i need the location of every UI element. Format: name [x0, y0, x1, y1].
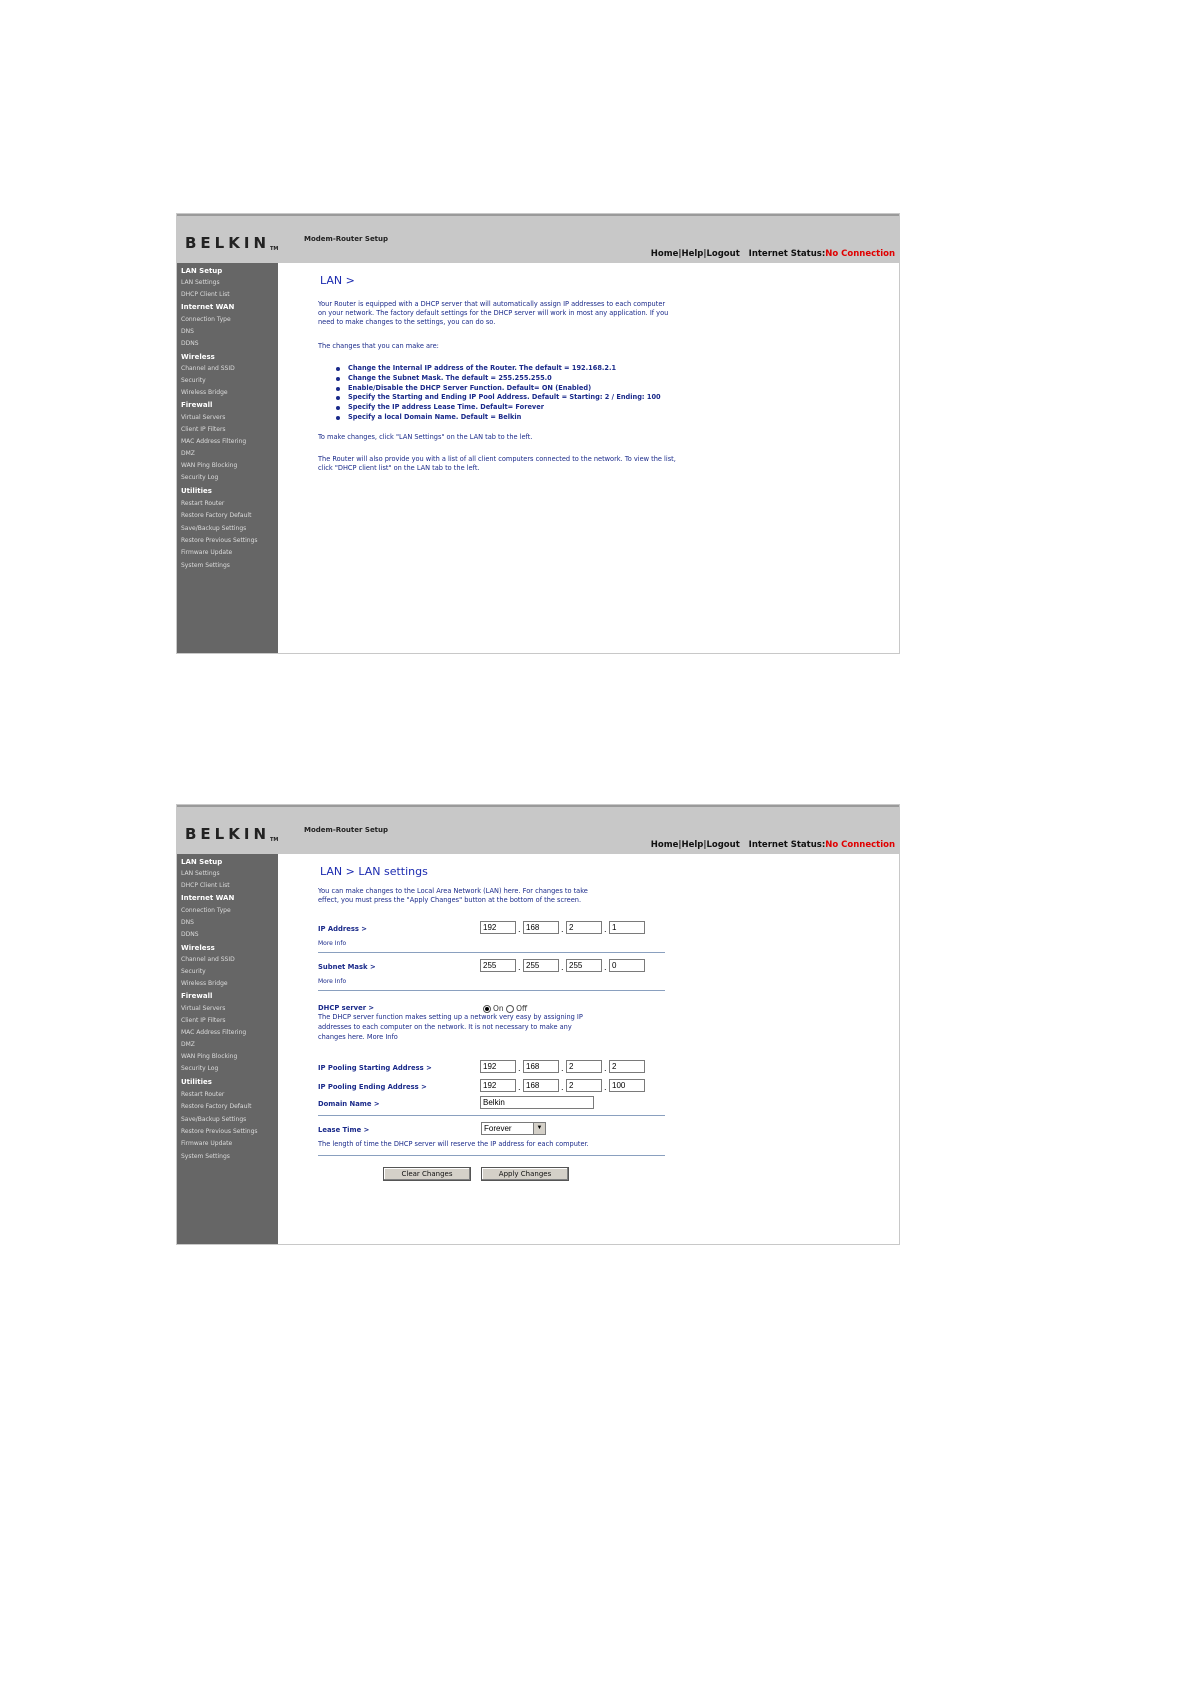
ip-octet-4-input[interactable]: 1 [609, 921, 645, 934]
clear-changes-button[interactable]: Clear Changes [383, 1167, 471, 1181]
sidebar-item-dmz[interactable]: DMZ [181, 450, 195, 457]
subnet-octet-2-input[interactable]: 255 [523, 959, 559, 972]
pool-start-octet-2-input[interactable]: 168 [523, 1060, 559, 1073]
pool-end-octet-3-input[interactable]: 2 [566, 1079, 602, 1092]
sidebar-item-dmz[interactable]: DMZ [181, 1041, 195, 1048]
belkin-logo: BELKINTM [185, 234, 279, 252]
app-title: Modem-Router Setup [304, 235, 389, 243]
dhcp-on-label: On [493, 1004, 504, 1013]
divider [318, 1155, 665, 1156]
lease-time-value: Forever [484, 1124, 512, 1133]
dhcp-description: The DHCP server function makes setting up a network very easy by assigning IP [318, 1013, 583, 1021]
sidebar-heading-lan-setup[interactable]: LAN Setup [181, 858, 223, 866]
pool-end-octet-2-input[interactable]: 168 [523, 1079, 559, 1092]
sidebar [177, 263, 278, 653]
ip-octet-2-input[interactable]: 168 [523, 921, 559, 934]
sidebar-item-system-settings[interactable]: System Settings [181, 1153, 230, 1160]
lan-content [287, 263, 887, 653]
sidebar-item-client-ip-filters[interactable]: Client IP Filters [181, 426, 226, 433]
changes-list [318, 364, 661, 423]
sidebar-heading-utilities[interactable]: Utilities [181, 487, 212, 495]
sidebar-heading-firewall[interactable]: Firewall [181, 401, 213, 409]
ip-octet-1-input[interactable]: 192 [480, 921, 516, 934]
list-item: Change the Internal IP address of the Router. The default = 192.168.2.1 [336, 364, 661, 374]
sidebar-item-connection-type[interactable]: Connection Type [181, 907, 231, 914]
sidebar-item-client-ip-filters[interactable]: Client IP Filters [181, 1017, 226, 1024]
sidebar-item-restore-previous[interactable]: Restore Previous Settings [181, 1128, 258, 1135]
app-title: Modem-Router Setup [304, 826, 389, 834]
sidebar-heading-lan-setup[interactable]: LAN Setup [181, 267, 223, 275]
top-nav [651, 840, 895, 850]
help-link[interactable]: Help [681, 249, 704, 259]
help-link[interactable]: Help [681, 840, 704, 850]
page-title: LAN > [320, 274, 355, 287]
divider [318, 1115, 665, 1116]
internet-status-label: Internet Status: [748, 840, 826, 850]
sidebar [177, 854, 278, 1244]
list-item: Specify the Starting and Ending IP Pool Address. Default = Starting: 2 / Ending: 100 [336, 393, 661, 403]
sidebar-item-save-backup[interactable]: Save/Backup Settings [181, 1116, 247, 1123]
sidebar-heading-internet-wan[interactable]: Internet WAN [181, 894, 235, 902]
sidebar-item-ddns[interactable]: DDNS [181, 931, 199, 938]
sidebar-item-dhcp-client-list[interactable]: DHCP Client List [181, 882, 230, 889]
sidebar-item-security-log[interactable]: Security Log [181, 474, 219, 481]
sidebar-item-firmware-update[interactable]: Firmware Update [181, 1140, 233, 1147]
dropdown-arrow-icon[interactable]: ▼ [533, 1123, 545, 1134]
more-info-link[interactable]: More Info [318, 978, 347, 985]
sidebar-item-wireless-bridge[interactable]: Wireless Bridge [181, 980, 228, 987]
sidebar-item-mac-filtering[interactable]: MAC Address Filtering [181, 1029, 247, 1036]
sidebar-item-security[interactable]: Security [181, 377, 206, 384]
pool-start-octet-4-input[interactable]: 2 [609, 1060, 645, 1073]
belkin-logo: BELKINTM [185, 825, 279, 843]
sidebar-item-restart-router[interactable]: Restart Router [181, 500, 225, 507]
apply-changes-button[interactable]: Apply Changes [481, 1167, 569, 1181]
pool-end-octet-1-input[interactable]: 192 [480, 1079, 516, 1092]
list-item: Specify a local Domain Name. Default = Belkin [336, 413, 661, 423]
sidebar-item-channel-ssid[interactable]: Channel and SSID [181, 956, 235, 963]
sidebar-item-restore-factory[interactable]: Restore Factory Default [181, 1103, 252, 1110]
dhcp-description: changes here. More Info [318, 1033, 398, 1041]
internet-status-label: Internet Status: [748, 249, 826, 259]
intro-line: You can make changes to the Local Area Network (LAN) here. For changes to take [318, 887, 588, 895]
header-bar [177, 214, 899, 263]
sidebar-item-wireless-bridge[interactable]: Wireless Bridge [181, 389, 228, 396]
lease-description: The length of time the DHCP server will reserve the IP address for each computer. [318, 1140, 589, 1148]
sidebar-item-system-settings[interactable]: System Settings [181, 562, 230, 569]
sidebar-item-virtual-servers[interactable]: Virtual Servers [181, 1005, 226, 1012]
internet-status-value: No Connection [825, 840, 895, 850]
home-link[interactable]: Home [650, 249, 679, 259]
intro-line: need to make changes to the settings, you can do so. [318, 318, 496, 326]
dhcp-off-radio[interactable] [506, 1005, 514, 1013]
lan-settings-content: LAN > LAN settings You can make changes to the Local Area Network (LAN) here. For changes to take effect, you must press the "Apply Changes" button at the bottom of the screen. IP Address > More Info 192 . 168 . 2 . 1 Subnet Mask > More Info 255 . 255 . 255 . 0 DHCP server > On Off The DHCP server function makes setting up a network very easy by assigning IP addresses to each computer on the network. It is not necessary to make any changes here. More Info IP Pooling Starting Address > 192 . 168 . 2 . 2 IP Pooling Ending Address > 192 . 168 . 2 . 100 Domain Name > Belkin Lease Time > Forever ▼ The length of time the DHCP server will reserve the IP address for each computer. Clear Changes Apply Changes [287, 854, 887, 1244]
subnet-octet-1-input[interactable]: 255 [480, 959, 516, 972]
more-info-link[interactable]: More Info [366, 1033, 398, 1041]
sidebar-item-restore-factory[interactable]: Restore Factory Default [181, 512, 252, 519]
list-item: Change the Subnet Mask. The default = 255.255.255.0 [336, 374, 661, 384]
sidebar-heading-wireless[interactable]: Wireless [181, 944, 215, 952]
sidebar-item-firmware-update[interactable]: Firmware Update [181, 549, 233, 556]
intro-line: Your Router is equipped with a DHCP server that will automatically assign IP addresses to each computer [318, 300, 666, 308]
make-changes-text: To make changes, click "LAN Settings" on the LAN tab to the left. [318, 433, 533, 441]
dhcp-off-label: Off [516, 1004, 528, 1013]
sidebar-heading-firewall[interactable]: Firewall [181, 992, 213, 1000]
sidebar-heading-wireless[interactable]: Wireless [181, 353, 215, 361]
sidebar-item-save-backup[interactable]: Save/Backup Settings [181, 525, 247, 532]
dhcp-server-label: DHCP server > [318, 1004, 375, 1012]
sidebar-item-dns[interactable]: DNS [181, 328, 194, 335]
domain-name-input[interactable]: Belkin [480, 1096, 594, 1109]
nav-separator: | [678, 840, 682, 850]
lease-time-label: Lease Time > [318, 1126, 370, 1134]
sidebar-item-lan-settings[interactable]: LAN Settings [181, 279, 220, 286]
sidebar-heading-utilities[interactable]: Utilities [181, 1078, 212, 1086]
sidebar-item-wan-ping[interactable]: WAN Ping Blocking [181, 462, 238, 469]
dhcp-on-radio[interactable] [483, 1005, 491, 1013]
subnet-mask-label: Subnet Mask > [318, 963, 376, 971]
home-link[interactable]: Home [650, 840, 679, 850]
client-list-text: The Router will also provide you with a list of all client computers connected to the network. To view the list, [318, 455, 676, 463]
sidebar-item-lan-settings[interactable]: LAN Settings [181, 870, 220, 877]
logout-link[interactable]: Logout [706, 840, 740, 850]
page-title: LAN > LAN settings [320, 865, 428, 878]
list-item: Specify the IP address Lease Time. Default= Forever [336, 403, 661, 413]
intro-line: on your network. The factory default settings for the DHCP server will work in most any application. If you [318, 309, 669, 317]
lan-settings-screenshot [176, 804, 900, 1245]
sidebar-item-connection-type[interactable]: Connection Type [181, 316, 231, 323]
ip-address-label: IP Address > [318, 925, 367, 933]
dhcp-description: addresses to each computer on the network. It is not necessary to make any [318, 1023, 572, 1031]
lease-time-select[interactable] [481, 1122, 546, 1135]
sidebar-item-ddns[interactable]: DDNS [181, 340, 199, 347]
sidebar-item-restart-router[interactable]: Restart Router [181, 1091, 225, 1098]
pool-start-octet-3-input[interactable]: 2 [566, 1060, 602, 1073]
internet-status-value: No Connection [825, 249, 895, 259]
sidebar-item-mac-filtering[interactable]: MAC Address Filtering [181, 438, 247, 445]
sidebar-item-wan-ping[interactable]: WAN Ping Blocking [181, 1053, 238, 1060]
sidebar-item-channel-ssid[interactable]: Channel and SSID [181, 365, 235, 372]
pool-start-octet-1-input[interactable]: 192 [480, 1060, 516, 1073]
pool-start-label: IP Pooling Starting Address > [318, 1064, 432, 1072]
subnet-octet-3-input[interactable]: 255 [566, 959, 602, 972]
sidebar-item-dhcp-client-list[interactable]: DHCP Client List [181, 291, 230, 298]
sidebar-item-virtual-servers[interactable]: Virtual Servers [181, 414, 226, 421]
subnet-octet-4-input[interactable]: 0 [609, 959, 645, 972]
domain-name-label: Domain Name > [318, 1100, 380, 1108]
list-item: Enable/Disable the DHCP Server Function. Default= ON (Enabled) [336, 384, 661, 394]
nav-separator: | [703, 840, 707, 850]
sidebar-item-security-log[interactable]: Security Log [181, 1065, 219, 1072]
more-info-link[interactable]: More Info [318, 940, 347, 947]
header-bar [177, 805, 899, 854]
sidebar-heading-internet-wan[interactable]: Internet WAN [181, 303, 235, 311]
divider [318, 990, 665, 991]
pool-end-octet-4-input[interactable]: 100 [609, 1079, 645, 1092]
sidebar-item-dns[interactable]: DNS [181, 919, 194, 926]
logout-link[interactable]: Logout [706, 249, 740, 259]
dhcp-radio-group [483, 1004, 527, 1013]
changes-heading: The changes that you can make are: [318, 342, 439, 350]
lan-overview-screenshot [176, 213, 900, 654]
nav-separator: | [678, 249, 682, 259]
intro-line: effect, you must press the "Apply Changes" button at the bottom of the screen. [318, 896, 582, 904]
sidebar-item-restore-previous[interactable]: Restore Previous Settings [181, 537, 258, 544]
ip-octet-3-input[interactable]: 2 [566, 921, 602, 934]
top-nav [651, 249, 895, 259]
divider [318, 952, 665, 953]
nav-separator: | [703, 249, 707, 259]
sidebar-item-security[interactable]: Security [181, 968, 206, 975]
client-list-text: click "DHCP client list" on the LAN tab to the left. [318, 464, 480, 472]
pool-end-label: IP Pooling Ending Address > [318, 1083, 427, 1091]
